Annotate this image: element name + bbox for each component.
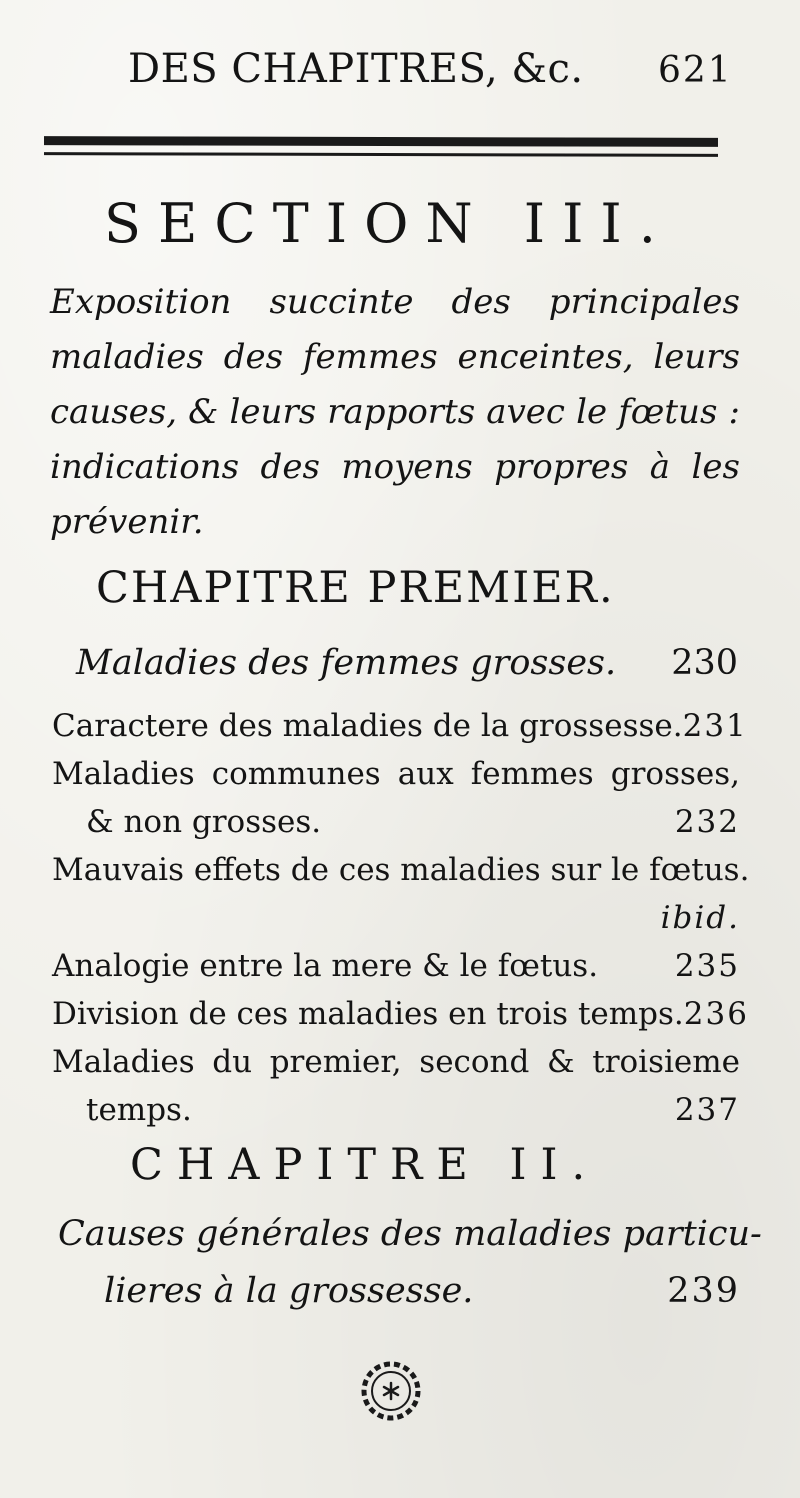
toc-entry <box>52 990 749 1038</box>
section-title: SECTION III. <box>104 192 673 255</box>
toc-entry-page: 232 <box>674 804 740 840</box>
header-rule-thick <box>44 136 718 147</box>
toc-entry-text: Division de ces maladies en trois temps. <box>52 996 684 1032</box>
chapter-2-title-page: 239 <box>667 1271 740 1311</box>
toc-entry-page: 235 <box>674 948 740 984</box>
header-rule-thin <box>44 152 718 157</box>
toc-entry-page: 236 <box>683 996 749 1032</box>
toc-entry-text: Mauvais effets de ces maladies sur le fœtus. <box>52 852 750 888</box>
toc-entry-text-continued: temps. <box>86 1092 192 1128</box>
toc-entry-text: Maladies communes aux femmes grosses, <box>52 756 740 792</box>
toc-entry-page: 237 <box>674 1092 740 1128</box>
toc-entry-page: ibid. <box>660 900 740 936</box>
toc-entry-text: Analogie entre la mere & le fœtus. <box>52 948 599 984</box>
chapter-1-entries <box>52 702 750 1134</box>
toc-entry-text-continued: & non grosses. <box>86 804 322 840</box>
toc-entry-text: Caractere des maladies de la grossesse. <box>52 708 683 744</box>
toc-entry <box>52 942 740 990</box>
toc-entry <box>52 702 748 750</box>
page-number: 621 <box>658 50 733 91</box>
chapter-2-title-line: lieres à la grossesse. <box>104 1271 474 1311</box>
toc-entry <box>52 1038 740 1134</box>
toc-entry-page: 231 <box>682 708 748 744</box>
chapter-1-title-page: 230 <box>671 643 738 683</box>
chapter-2-title-line: Causes générales des maladies particu- <box>58 1214 762 1254</box>
toc-entry-text: Maladies du premier, second & troisieme <box>52 1044 740 1080</box>
printer-ornament-icon <box>356 1356 426 1426</box>
toc-entry <box>52 750 740 846</box>
chapter-1-heading: CHAPITRE PREMIER. <box>96 563 615 613</box>
toc-entry <box>52 846 750 942</box>
chapter-1-title: Maladies des femmes grosses. <box>76 643 617 683</box>
section-summary: Exposition succinte des principales maladies des femmes enceintes, leurs causes, & leurs rapports avec le fœtus : indications des moyens propres à les prévenir. <box>50 282 740 542</box>
running-head-title: DES CHAPITRES, &c. <box>128 46 584 92</box>
chapter-1-title-row <box>76 643 738 683</box>
chapter-2-title <box>58 1206 762 1320</box>
chapter-2-heading: CHAPITRE II. <box>130 1140 600 1190</box>
